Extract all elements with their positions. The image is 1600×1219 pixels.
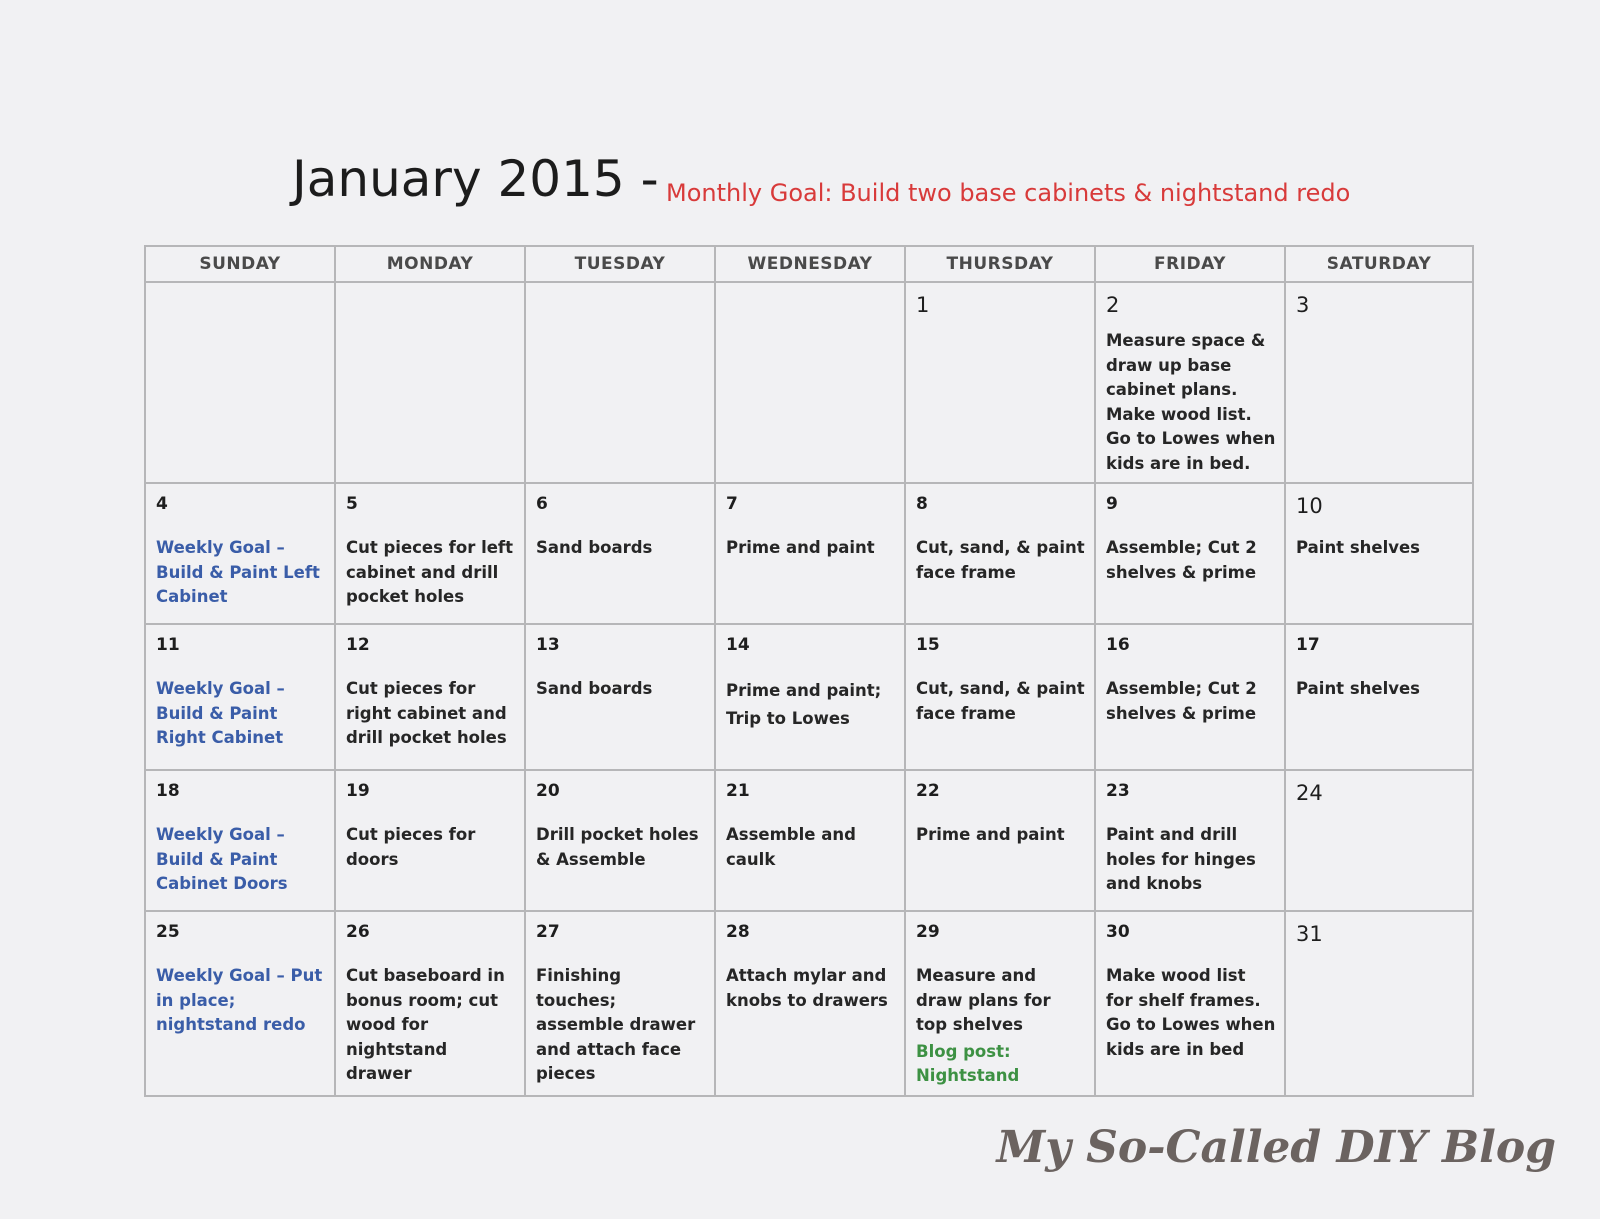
day-cell — [525, 624, 715, 770]
day-number: 27 — [536, 922, 560, 942]
day-task: Prime and paint — [916, 825, 1065, 844]
blog-post-note: Blog post: Nightstand — [916, 1041, 1020, 1085]
day-task: Cut pieces for right cabinet and drill pocket holes — [346, 679, 507, 747]
week-row — [145, 624, 1473, 770]
day-cell — [905, 770, 1095, 911]
day-task: Cut pieces for left cabinet and drill pocket holes — [346, 538, 513, 606]
day-cell — [1285, 483, 1473, 624]
day-task: Cut baseboard in bonus room; cut wood for nightstand drawer — [346, 966, 505, 1083]
day-task: Cut, sand, & paint face frame — [916, 679, 1085, 723]
day-cell — [525, 282, 715, 483]
day-cell — [335, 770, 525, 911]
day-number: 1 — [916, 293, 930, 317]
weekday-thursday: THURSDAY — [905, 246, 1095, 282]
weekly-goal: Weekly Goal – Build & Paint Left Cabinet — [156, 538, 320, 606]
day-task: Drill pocket holes & Assemble — [536, 825, 699, 869]
day-number: 18 — [156, 781, 180, 801]
day-cell — [1095, 770, 1285, 911]
month-title: January 2015 - — [292, 150, 659, 208]
day-task: Prime and paint; Trip to Lowes — [726, 681, 882, 728]
weekday-wednesday: WEDNESDAY — [715, 246, 905, 282]
day-cell — [145, 770, 335, 911]
day-number: 25 — [156, 922, 180, 942]
day-number — [536, 293, 706, 315]
day-number: 24 — [1296, 781, 1323, 805]
day-number: 30 — [1106, 922, 1130, 942]
day-cell — [525, 911, 715, 1096]
day-cell — [525, 483, 715, 624]
day-number: 7 — [726, 494, 738, 514]
day-cell — [145, 282, 335, 483]
calendar-header — [0, 150, 1600, 220]
week-row — [145, 911, 1473, 1096]
weekly-goal: Weekly Goal – Put in place; nightstand redo — [156, 966, 323, 1034]
monthly-goal: Monthly Goal: Build two base cabinets & nightstand redo — [666, 179, 1351, 207]
day-number: 13 — [536, 635, 560, 655]
day-cell — [145, 624, 335, 770]
week-row — [145, 770, 1473, 911]
day-task: Paint shelves — [1296, 679, 1420, 698]
day-number: 6 — [536, 494, 548, 514]
weekday-monday: MONDAY — [335, 246, 525, 282]
day-number: 15 — [916, 635, 940, 655]
day-task: Assemble; Cut 2 shelves & prime — [1106, 538, 1257, 582]
day-task: Assemble and caulk — [726, 825, 856, 869]
weekly-goal: Weekly Goal – Build & Paint Cabinet Doors — [156, 825, 288, 893]
day-cell — [715, 911, 905, 1096]
day-number: 14 — [726, 635, 750, 655]
day-cell — [905, 282, 1095, 483]
day-task: Finishing touches; assemble drawer and attach face pieces — [536, 966, 696, 1083]
day-number — [726, 293, 896, 315]
day-number: 26 — [346, 922, 370, 942]
day-cell — [1285, 770, 1473, 911]
weekday-sunday: SUNDAY — [145, 246, 335, 282]
day-task: Measure and draw plans for top shelves — [916, 966, 1051, 1034]
day-number: 2 — [1106, 293, 1120, 317]
day-task: Paint shelves — [1296, 538, 1420, 557]
day-cell — [905, 624, 1095, 770]
day-task: Attach mylar and knobs to drawers — [726, 966, 888, 1010]
day-number: 28 — [726, 922, 750, 942]
day-task: Paint and drill holes for hinges and knobs — [1106, 825, 1256, 893]
day-number — [346, 293, 516, 315]
day-number — [156, 293, 326, 315]
day-cell — [335, 911, 525, 1096]
day-cell — [1285, 624, 1473, 770]
day-cell — [1095, 911, 1285, 1096]
day-number: 11 — [156, 635, 180, 655]
day-cell — [905, 483, 1095, 624]
day-cell — [715, 282, 905, 483]
day-number: 17 — [1296, 635, 1320, 655]
day-cell — [1095, 483, 1285, 624]
day-number: 5 — [346, 494, 358, 514]
day-number: 21 — [726, 781, 750, 801]
day-number: 20 — [536, 781, 560, 801]
day-cell — [335, 282, 525, 483]
weekday-tuesday: TUESDAY — [525, 246, 715, 282]
weekly-goal: Weekly Goal – Build & Paint Right Cabinet — [156, 679, 285, 747]
calendar-grid — [144, 245, 1474, 1097]
week-row — [145, 282, 1473, 483]
day-cell — [1285, 282, 1473, 483]
day-cell — [715, 770, 905, 911]
day-number: 22 — [916, 781, 940, 801]
day-number: 23 — [1106, 781, 1130, 801]
day-cell — [1095, 282, 1285, 483]
day-cell — [145, 911, 335, 1096]
day-cell — [1285, 911, 1473, 1096]
day-number: 31 — [1296, 922, 1323, 946]
day-cell — [715, 483, 905, 624]
day-cell — [525, 770, 715, 911]
day-cell — [715, 624, 905, 770]
day-task: Sand boards — [536, 538, 653, 557]
day-task: Measure space & draw up base cabinet plans. Make wood list. Go to Lowes when kids are in bed. — [1106, 331, 1276, 473]
weekday-header-row — [145, 246, 1473, 282]
day-number: 16 — [1106, 635, 1130, 655]
blog-watermark: My So-Called DIY Blog — [996, 1122, 1556, 1173]
weekday-saturday: SATURDAY — [1285, 246, 1473, 282]
day-cell — [335, 483, 525, 624]
day-number: 8 — [916, 494, 928, 514]
day-number: 9 — [1106, 494, 1118, 514]
day-task: Prime and paint — [726, 538, 875, 557]
day-number: 10 — [1296, 494, 1323, 518]
day-number: 19 — [346, 781, 370, 801]
week-row — [145, 483, 1473, 624]
day-cell — [1095, 624, 1285, 770]
day-number: 3 — [1296, 293, 1310, 317]
day-task: Assemble; Cut 2 shelves & prime — [1106, 679, 1257, 723]
day-number: 4 — [156, 494, 168, 514]
day-cell — [335, 624, 525, 770]
day-task: Make wood list for shelf frames. Go to Lowes when kids are in bed — [1106, 966, 1276, 1059]
day-task: Sand boards — [536, 679, 653, 698]
weekday-friday: FRIDAY — [1095, 246, 1285, 282]
day-number: 12 — [346, 635, 370, 655]
day-task: Cut pieces for doors — [346, 825, 476, 869]
day-cell — [905, 911, 1095, 1096]
day-number: 29 — [916, 922, 940, 942]
day-cell — [145, 483, 335, 624]
day-task: Cut, sand, & paint face frame — [916, 538, 1085, 582]
